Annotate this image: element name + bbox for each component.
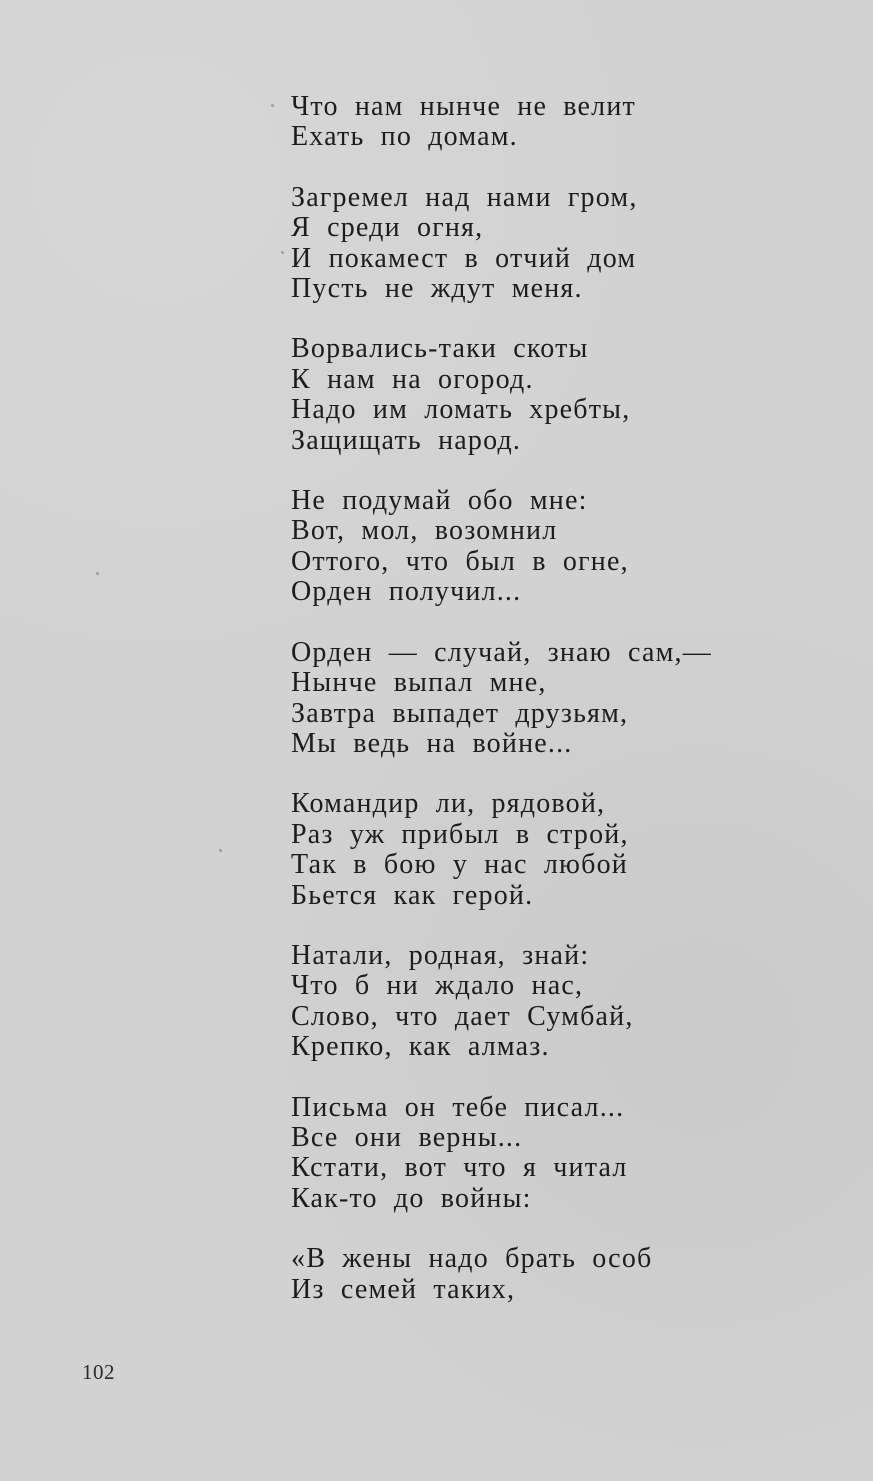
poem-line: Бьется как герой. — [291, 879, 534, 911]
stanza — [291, 1093, 811, 1215]
stanza — [291, 334, 811, 456]
poem-line: Все они верны... — [291, 1121, 523, 1153]
print-speck — [96, 572, 99, 575]
stanza — [291, 486, 811, 608]
poem-line: Мы ведь на войне... — [291, 727, 573, 759]
poem-line: Ворвались-таки скоты — [291, 333, 589, 365]
poem-line: Кстати, вот что я читал — [291, 1152, 628, 1184]
poem-line: Завтра выпадет друзьям, — [291, 697, 629, 729]
poem-line: Вот, мол, возомнил — [291, 515, 558, 547]
poem-line: Ехать по домам. — [291, 121, 518, 153]
print-speck — [219, 849, 222, 852]
poem-line: Слово, что дает Сумбай, — [291, 1000, 634, 1032]
poem-line: Нынче выпал мне, — [291, 667, 547, 699]
poem-line: Раз уж прибыл в строй, — [291, 818, 629, 850]
poem-line: Письма он тебе писал... — [291, 1091, 625, 1123]
stanza — [291, 638, 811, 760]
poem-line: Пусть не ждут меня. — [291, 273, 583, 305]
print-speck — [281, 251, 284, 254]
stanza — [291, 92, 811, 153]
stanza — [291, 941, 811, 1063]
poem-line: Как-то до войны: — [291, 1182, 532, 1214]
page-number: 102 — [82, 1360, 115, 1384]
poem-line: Загремел над нами гром, — [291, 181, 638, 213]
poem-line: К нам на огород. — [291, 363, 534, 395]
poem-line: Из семей таких, — [291, 1273, 516, 1305]
poem-line: Не подумай обо мне: — [291, 485, 588, 517]
poem-line: Командир ли, рядовой, — [291, 788, 606, 820]
poem-line: Защищать народ. — [291, 424, 522, 456]
poem-line: Что б ни ждало нас, — [291, 970, 584, 1002]
poem-line: Натали, родная, знай: — [291, 939, 590, 971]
poem-text — [291, 92, 811, 1335]
print-speck — [271, 104, 274, 107]
poem-line: «В жены надо брать особ — [291, 1243, 653, 1275]
poem-line: Крепко, как алмаз. — [291, 1031, 550, 1063]
stanza — [291, 789, 811, 911]
poem-line: Что нам нынче не велит — [291, 91, 636, 122]
poem-line: Орден — случай, знаю сам,— — [291, 636, 712, 668]
poem-line: Так в бою у нас любой — [291, 849, 628, 881]
poem-line: Я среди огня, — [291, 212, 484, 244]
poem-line: Оттого, что был в огне, — [291, 545, 629, 577]
poem-line: Орден получил... — [291, 576, 522, 608]
stanza — [291, 1244, 811, 1305]
poem-line: Надо им ломать хребты, — [291, 394, 631, 426]
stanza — [291, 183, 811, 305]
poem-line: И покамест в отчий дом — [291, 242, 637, 274]
